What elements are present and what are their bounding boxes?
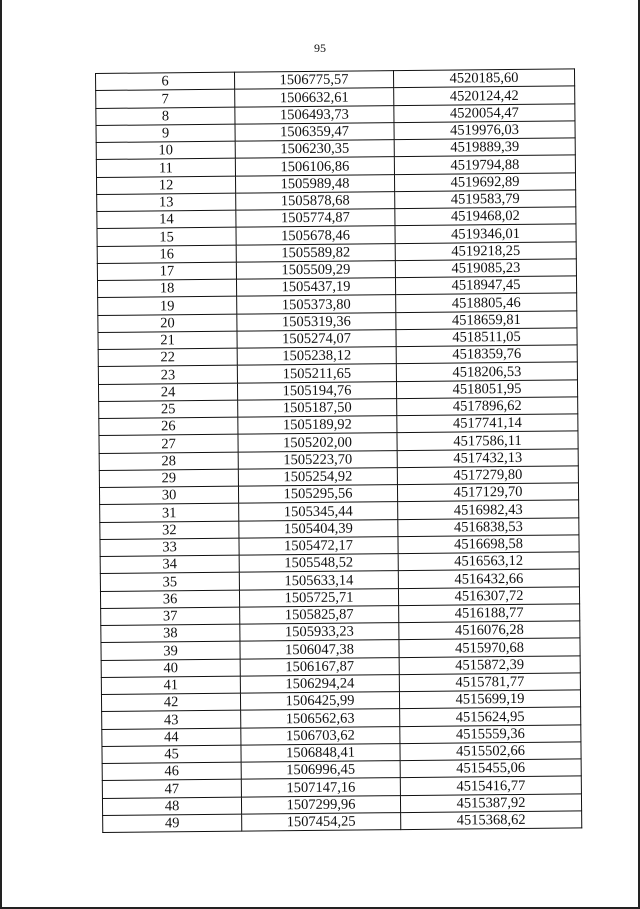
point-number-cell: 9 bbox=[96, 124, 235, 143]
y-coordinate-cell: 4518947,45 bbox=[395, 276, 576, 295]
point-number-cell: 7 bbox=[96, 89, 235, 108]
x-coordinate-cell: 1505989,48 bbox=[235, 174, 394, 193]
x-coordinate-cell: 1505437,19 bbox=[236, 278, 395, 297]
y-coordinate-cell: 4516698,58 bbox=[398, 535, 579, 554]
point-number-cell: 47 bbox=[102, 779, 241, 798]
y-coordinate-cell: 4516563,12 bbox=[398, 552, 579, 571]
x-coordinate-cell: 1506167,87 bbox=[240, 657, 399, 676]
x-coordinate-cell: 1507147,16 bbox=[241, 778, 400, 797]
y-coordinate-cell: 4517279,80 bbox=[397, 466, 578, 485]
x-coordinate-cell: 1505202,00 bbox=[238, 433, 397, 452]
y-coordinate-cell: 4518206,53 bbox=[396, 362, 577, 381]
x-coordinate-cell: 1506230,35 bbox=[235, 140, 394, 159]
x-coordinate-cell: 1506294,24 bbox=[240, 674, 399, 693]
x-coordinate-cell: 1505878,68 bbox=[236, 191, 395, 210]
point-number-cell: 35 bbox=[100, 572, 239, 591]
y-coordinate-cell: 4519692,89 bbox=[394, 172, 575, 191]
point-number-cell: 40 bbox=[101, 659, 240, 678]
y-coordinate-cell: 4515387,92 bbox=[400, 793, 581, 812]
point-number-cell: 30 bbox=[99, 486, 238, 505]
point-number-cell: 12 bbox=[96, 176, 235, 195]
x-coordinate-cell: 1505238,12 bbox=[237, 347, 396, 366]
y-coordinate-cell: 4518051,95 bbox=[396, 379, 577, 398]
y-coordinate-cell: 4516432,66 bbox=[398, 569, 579, 588]
x-coordinate-cell: 1506106,86 bbox=[235, 157, 394, 176]
y-coordinate-cell: 4515970,68 bbox=[399, 638, 580, 657]
y-coordinate-cell: 4519583,79 bbox=[395, 190, 576, 209]
point-number-cell: 32 bbox=[100, 521, 239, 540]
x-coordinate-cell: 1505509,29 bbox=[236, 260, 395, 279]
point-number-cell: 23 bbox=[98, 365, 237, 384]
x-coordinate-cell: 1505472,17 bbox=[239, 536, 398, 555]
y-coordinate-cell: 4515455,06 bbox=[400, 759, 581, 778]
y-coordinate-cell: 4520054,47 bbox=[394, 103, 575, 122]
y-coordinate-cell: 4515699,19 bbox=[399, 690, 580, 709]
point-number-cell: 18 bbox=[97, 279, 236, 298]
y-coordinate-cell: 4515624,95 bbox=[400, 707, 581, 726]
x-coordinate-cell: 1505211,65 bbox=[237, 364, 396, 383]
x-coordinate-cell: 1505678,46 bbox=[236, 226, 395, 245]
point-number-cell: 14 bbox=[97, 210, 236, 229]
y-coordinate-cell: 4519085,23 bbox=[395, 259, 576, 278]
point-number-cell: 38 bbox=[101, 624, 240, 643]
x-coordinate-cell: 1506425,99 bbox=[240, 692, 399, 711]
point-number-cell: 42 bbox=[101, 693, 240, 712]
point-number-cell: 34 bbox=[100, 555, 239, 574]
x-coordinate-cell: 1507454,25 bbox=[242, 812, 401, 831]
y-coordinate-cell: 4517741,14 bbox=[397, 414, 578, 433]
point-number-cell: 28 bbox=[99, 452, 238, 471]
x-coordinate-cell: 1506775,57 bbox=[234, 71, 393, 90]
x-coordinate-cell: 1505345,44 bbox=[239, 502, 398, 521]
x-coordinate-cell: 1505194,76 bbox=[237, 381, 396, 400]
point-number-cell: 43 bbox=[102, 710, 241, 729]
y-coordinate-cell: 4518805,46 bbox=[396, 293, 577, 312]
y-coordinate-cell: 4516188,77 bbox=[399, 604, 580, 623]
y-coordinate-cell: 4518659,81 bbox=[396, 310, 577, 329]
y-coordinate-cell: 4520185,60 bbox=[393, 69, 574, 88]
y-coordinate-cell: 4515781,77 bbox=[399, 673, 580, 692]
point-number-cell: 11 bbox=[96, 158, 235, 177]
x-coordinate-cell: 1505633,14 bbox=[239, 571, 398, 590]
x-coordinate-cell: 1506848,41 bbox=[241, 743, 400, 762]
x-coordinate-cell: 1506996,45 bbox=[241, 761, 400, 780]
point-number-cell: 24 bbox=[98, 383, 237, 402]
point-number-cell: 41 bbox=[101, 676, 240, 695]
point-number-cell: 26 bbox=[99, 417, 238, 436]
point-number-cell: 20 bbox=[98, 314, 237, 333]
coordinates-table-body bbox=[96, 69, 582, 833]
y-coordinate-cell: 4515559,36 bbox=[400, 724, 581, 743]
y-coordinate-cell: 4515872,39 bbox=[399, 655, 580, 674]
x-coordinate-cell: 1505189,92 bbox=[238, 416, 397, 435]
y-coordinate-cell: 4518359,76 bbox=[396, 345, 577, 364]
x-coordinate-cell: 1506047,38 bbox=[240, 640, 399, 659]
y-coordinate-cell: 4517129,70 bbox=[397, 483, 578, 502]
point-number-cell: 45 bbox=[102, 745, 241, 764]
x-coordinate-cell: 1505373,80 bbox=[237, 295, 396, 314]
x-coordinate-cell: 1505254,92 bbox=[238, 467, 397, 486]
x-coordinate-cell: 1507299,96 bbox=[241, 795, 400, 814]
y-coordinate-cell: 4517432,13 bbox=[397, 448, 578, 467]
x-coordinate-cell: 1505187,50 bbox=[238, 398, 397, 417]
y-coordinate-cell: 4516982,43 bbox=[398, 500, 579, 519]
point-number-cell: 6 bbox=[96, 72, 235, 91]
y-coordinate-cell: 4518511,05 bbox=[396, 328, 577, 347]
point-number-cell: 19 bbox=[98, 296, 237, 315]
y-coordinate-cell: 4517896,62 bbox=[397, 397, 578, 416]
point-number-cell: 16 bbox=[97, 245, 236, 264]
coordinates-table bbox=[95, 68, 582, 833]
x-coordinate-cell: 1506562,63 bbox=[241, 709, 400, 728]
point-number-cell: 49 bbox=[103, 814, 242, 833]
point-number-cell: 21 bbox=[98, 331, 237, 350]
x-coordinate-cell: 1505589,82 bbox=[236, 243, 395, 262]
point-number-cell: 25 bbox=[99, 400, 238, 419]
x-coordinate-cell: 1505404,39 bbox=[239, 519, 398, 538]
y-coordinate-cell: 4516076,28 bbox=[399, 621, 580, 640]
point-number-cell: 44 bbox=[102, 728, 241, 747]
x-coordinate-cell: 1505274,07 bbox=[237, 329, 396, 348]
point-number-cell: 33 bbox=[100, 538, 239, 557]
point-number-cell: 46 bbox=[102, 762, 241, 781]
x-coordinate-cell: 1505319,36 bbox=[237, 312, 396, 331]
point-number-cell: 37 bbox=[101, 607, 240, 626]
y-coordinate-cell: 4515368,62 bbox=[401, 811, 582, 830]
x-coordinate-cell: 1505774,87 bbox=[236, 209, 395, 228]
y-coordinate-cell: 4519468,02 bbox=[395, 207, 576, 226]
y-coordinate-cell: 4519346,01 bbox=[395, 224, 576, 243]
x-coordinate-cell: 1506703,62 bbox=[241, 726, 400, 745]
point-number-cell: 8 bbox=[96, 107, 235, 126]
y-coordinate-cell: 4516838,53 bbox=[398, 517, 579, 536]
x-coordinate-cell: 1505725,71 bbox=[239, 588, 398, 607]
point-number-cell: 10 bbox=[96, 141, 235, 160]
point-number-cell: 17 bbox=[97, 262, 236, 281]
point-number-cell: 31 bbox=[100, 503, 239, 522]
point-number-cell: 15 bbox=[97, 227, 236, 246]
y-coordinate-cell: 4519976,03 bbox=[394, 121, 575, 140]
point-number-cell: 39 bbox=[101, 641, 240, 660]
point-number-cell: 36 bbox=[100, 590, 239, 609]
x-coordinate-cell: 1505933,23 bbox=[240, 623, 399, 642]
y-coordinate-cell: 4520124,42 bbox=[394, 86, 575, 105]
x-coordinate-cell: 1505223,70 bbox=[238, 450, 397, 469]
y-coordinate-cell: 4519889,39 bbox=[394, 138, 575, 157]
point-number-cell: 29 bbox=[99, 469, 238, 488]
point-number-cell: 22 bbox=[98, 348, 237, 367]
x-coordinate-cell: 1506632,61 bbox=[235, 88, 394, 107]
x-coordinate-cell: 1506493,73 bbox=[235, 105, 394, 124]
x-coordinate-cell: 1505295,56 bbox=[238, 485, 397, 504]
y-coordinate-cell: 4516307,72 bbox=[398, 586, 579, 605]
y-coordinate-cell: 4515502,66 bbox=[400, 742, 581, 761]
point-number-cell: 48 bbox=[102, 797, 241, 816]
y-coordinate-cell: 4519794,88 bbox=[394, 155, 575, 174]
coordinates-table-wrapper bbox=[95, 68, 580, 833]
x-coordinate-cell: 1505548,52 bbox=[239, 554, 398, 573]
y-coordinate-cell: 4519218,25 bbox=[395, 241, 576, 260]
y-coordinate-cell: 4515416,77 bbox=[400, 776, 581, 795]
y-coordinate-cell: 4517586,11 bbox=[397, 431, 578, 450]
point-number-cell: 27 bbox=[99, 434, 238, 453]
point-number-cell: 13 bbox=[97, 193, 236, 212]
x-coordinate-cell: 1506359,47 bbox=[235, 122, 394, 141]
x-coordinate-cell: 1505825,87 bbox=[240, 605, 399, 624]
page-number: 95 bbox=[314, 41, 326, 55]
